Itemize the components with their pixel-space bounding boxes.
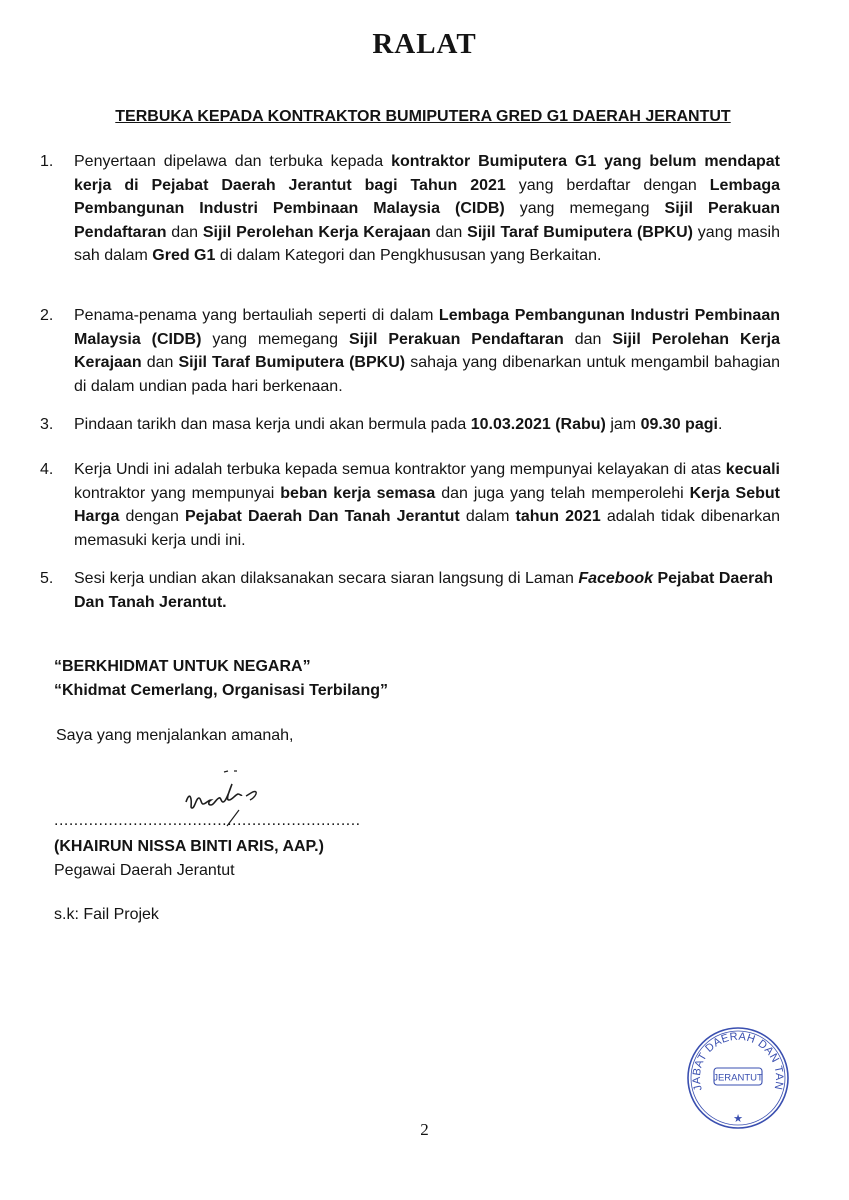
signatory-name: (KHAIRUN NISSA BINTI ARIS, AAP.) xyxy=(54,838,324,855)
text-run: tahun 2021 xyxy=(515,508,601,525)
text-run: adalah tidak dibenarkan memasuki kerja undi ini. xyxy=(74,508,781,549)
signature-line: .............................................................. xyxy=(54,812,361,829)
list-item-text xyxy=(74,458,780,552)
text-run: Pejabat Daerah Dan Tanah Jerantut. xyxy=(74,570,774,611)
text-run: kontraktor yang mempunyai xyxy=(74,484,281,502)
text-run: dalam xyxy=(459,508,516,525)
text-run: Sijil Perolehan Kerja Kerajaan xyxy=(74,330,781,371)
list-item-number: 1. xyxy=(40,153,54,170)
text-run: yang memegang xyxy=(201,330,349,348)
carbon-copy-note: s.k: Fail Projek xyxy=(54,906,159,923)
text-run: dengan xyxy=(119,508,185,525)
text-run: dan juga yang telah memperolehi xyxy=(435,484,690,502)
text-run: Sijil Taraf Bumiputera (BPKU) xyxy=(178,354,406,371)
text-run: dan xyxy=(430,223,468,241)
list-item-text xyxy=(74,150,780,268)
document-title: RALAT xyxy=(372,28,477,60)
text-run: beban kerja semasa xyxy=(280,484,436,502)
stamp-inner-text: JERANTUT xyxy=(713,1072,763,1084)
text-run: yang berdaftar dengan xyxy=(505,176,710,194)
text-run: Sijil Perakuan Pendaftaran xyxy=(348,330,564,348)
document-subtitle: TERBUKA KEPADA KONTRAKTOR BUMIPUTERA GRED G1 DAERAH JERANTUT xyxy=(115,108,731,125)
text-run: Sijil Taraf Bumiputera (BPKU) xyxy=(467,223,693,241)
text-run: Pejabat Daerah Dan Tanah Jerantut xyxy=(184,508,460,525)
office-stamp xyxy=(677,1011,794,1132)
text-run: Penyertaan dipelawa dan terbuka kepada xyxy=(74,153,392,170)
text-run: dan xyxy=(141,354,179,371)
text-run: 10.03.2021 (Rabu) xyxy=(470,416,606,433)
list-item-number: 4. xyxy=(40,461,54,478)
text-run: Sesi kerja undian akan dilaksanakan secara siaran langsung di Laman xyxy=(74,570,579,587)
text-run: Gred G1 xyxy=(152,247,216,264)
list-item-number: 2. xyxy=(40,307,54,324)
text-run: Lembaga Pembangunan Industri Pembinaan Malaysia (CIDB) xyxy=(74,176,781,217)
list-item xyxy=(40,413,780,437)
text-run: kontraktor Bumiputera G1 yang belum mendapat kerja di Pejabat Daerah Jerantut bagi Tahun 2021 xyxy=(74,153,781,194)
list-item-number: 5. xyxy=(40,570,54,587)
text-run: yang memegang xyxy=(504,200,665,217)
text-run: Kerja Undi ini adalah terbuka kepada semua kontraktor yang mempunyai kelayakan di atas xyxy=(74,461,726,478)
salutation: Saya yang menjalankan amanah, xyxy=(56,727,294,744)
list-item xyxy=(40,304,780,398)
text-run: sahaja yang dibenarkan untuk mengambil bahagian di dalam undian pada hari berkenaan. xyxy=(74,354,780,395)
stamp-outer-text: PEJABAT DAERAH DAN TANAH xyxy=(677,1011,786,1092)
text-run: di dalam Kategori dan Pengkhususan yang Berkaitan. xyxy=(215,247,602,264)
signatory-title: Pegawai Daerah Jerantut xyxy=(54,862,235,879)
text-run: 09.30 pagi xyxy=(640,416,718,433)
list-item xyxy=(40,567,780,614)
text-run: dan xyxy=(563,330,613,348)
list-item-number: 3. xyxy=(40,416,54,433)
text-run: Lembaga Pembangunan Industri Pembinaan Malaysia (CIDB) xyxy=(74,307,780,348)
star-icon: ★ xyxy=(733,1112,743,1125)
text-run: Sijil Perakuan Pendaftaran xyxy=(74,200,781,241)
motto-line-1: “BERKHIDMAT UNTUK NEGARA” xyxy=(54,658,311,675)
text-run: Sijil Perolehan Kerja Kerajaan xyxy=(202,223,431,241)
text-run: kecuali xyxy=(725,461,780,478)
list-item-text xyxy=(74,567,780,614)
motto-line-2: “Khidmat Cemerlang, Organisasi Terbilang” xyxy=(54,682,388,699)
text-run: Pindaan tarikh dan masa kerja undi akan bermula pada xyxy=(74,416,471,433)
list-item xyxy=(40,458,780,552)
list-item-text xyxy=(74,413,780,437)
text-run: jam xyxy=(605,416,641,433)
text-run: Facebook xyxy=(578,570,654,587)
text-run: yang masih sah dalam xyxy=(74,223,780,264)
text-run: dan xyxy=(166,223,203,241)
list-item-text xyxy=(74,304,780,398)
text-run: Penama-penama yang bertauliah seperti di dalam xyxy=(74,307,439,324)
text-run: . xyxy=(717,416,723,433)
page-number: 2 xyxy=(420,1120,429,1139)
text-run: Kerja Sebut Harga xyxy=(74,484,780,525)
list-item xyxy=(40,150,780,268)
